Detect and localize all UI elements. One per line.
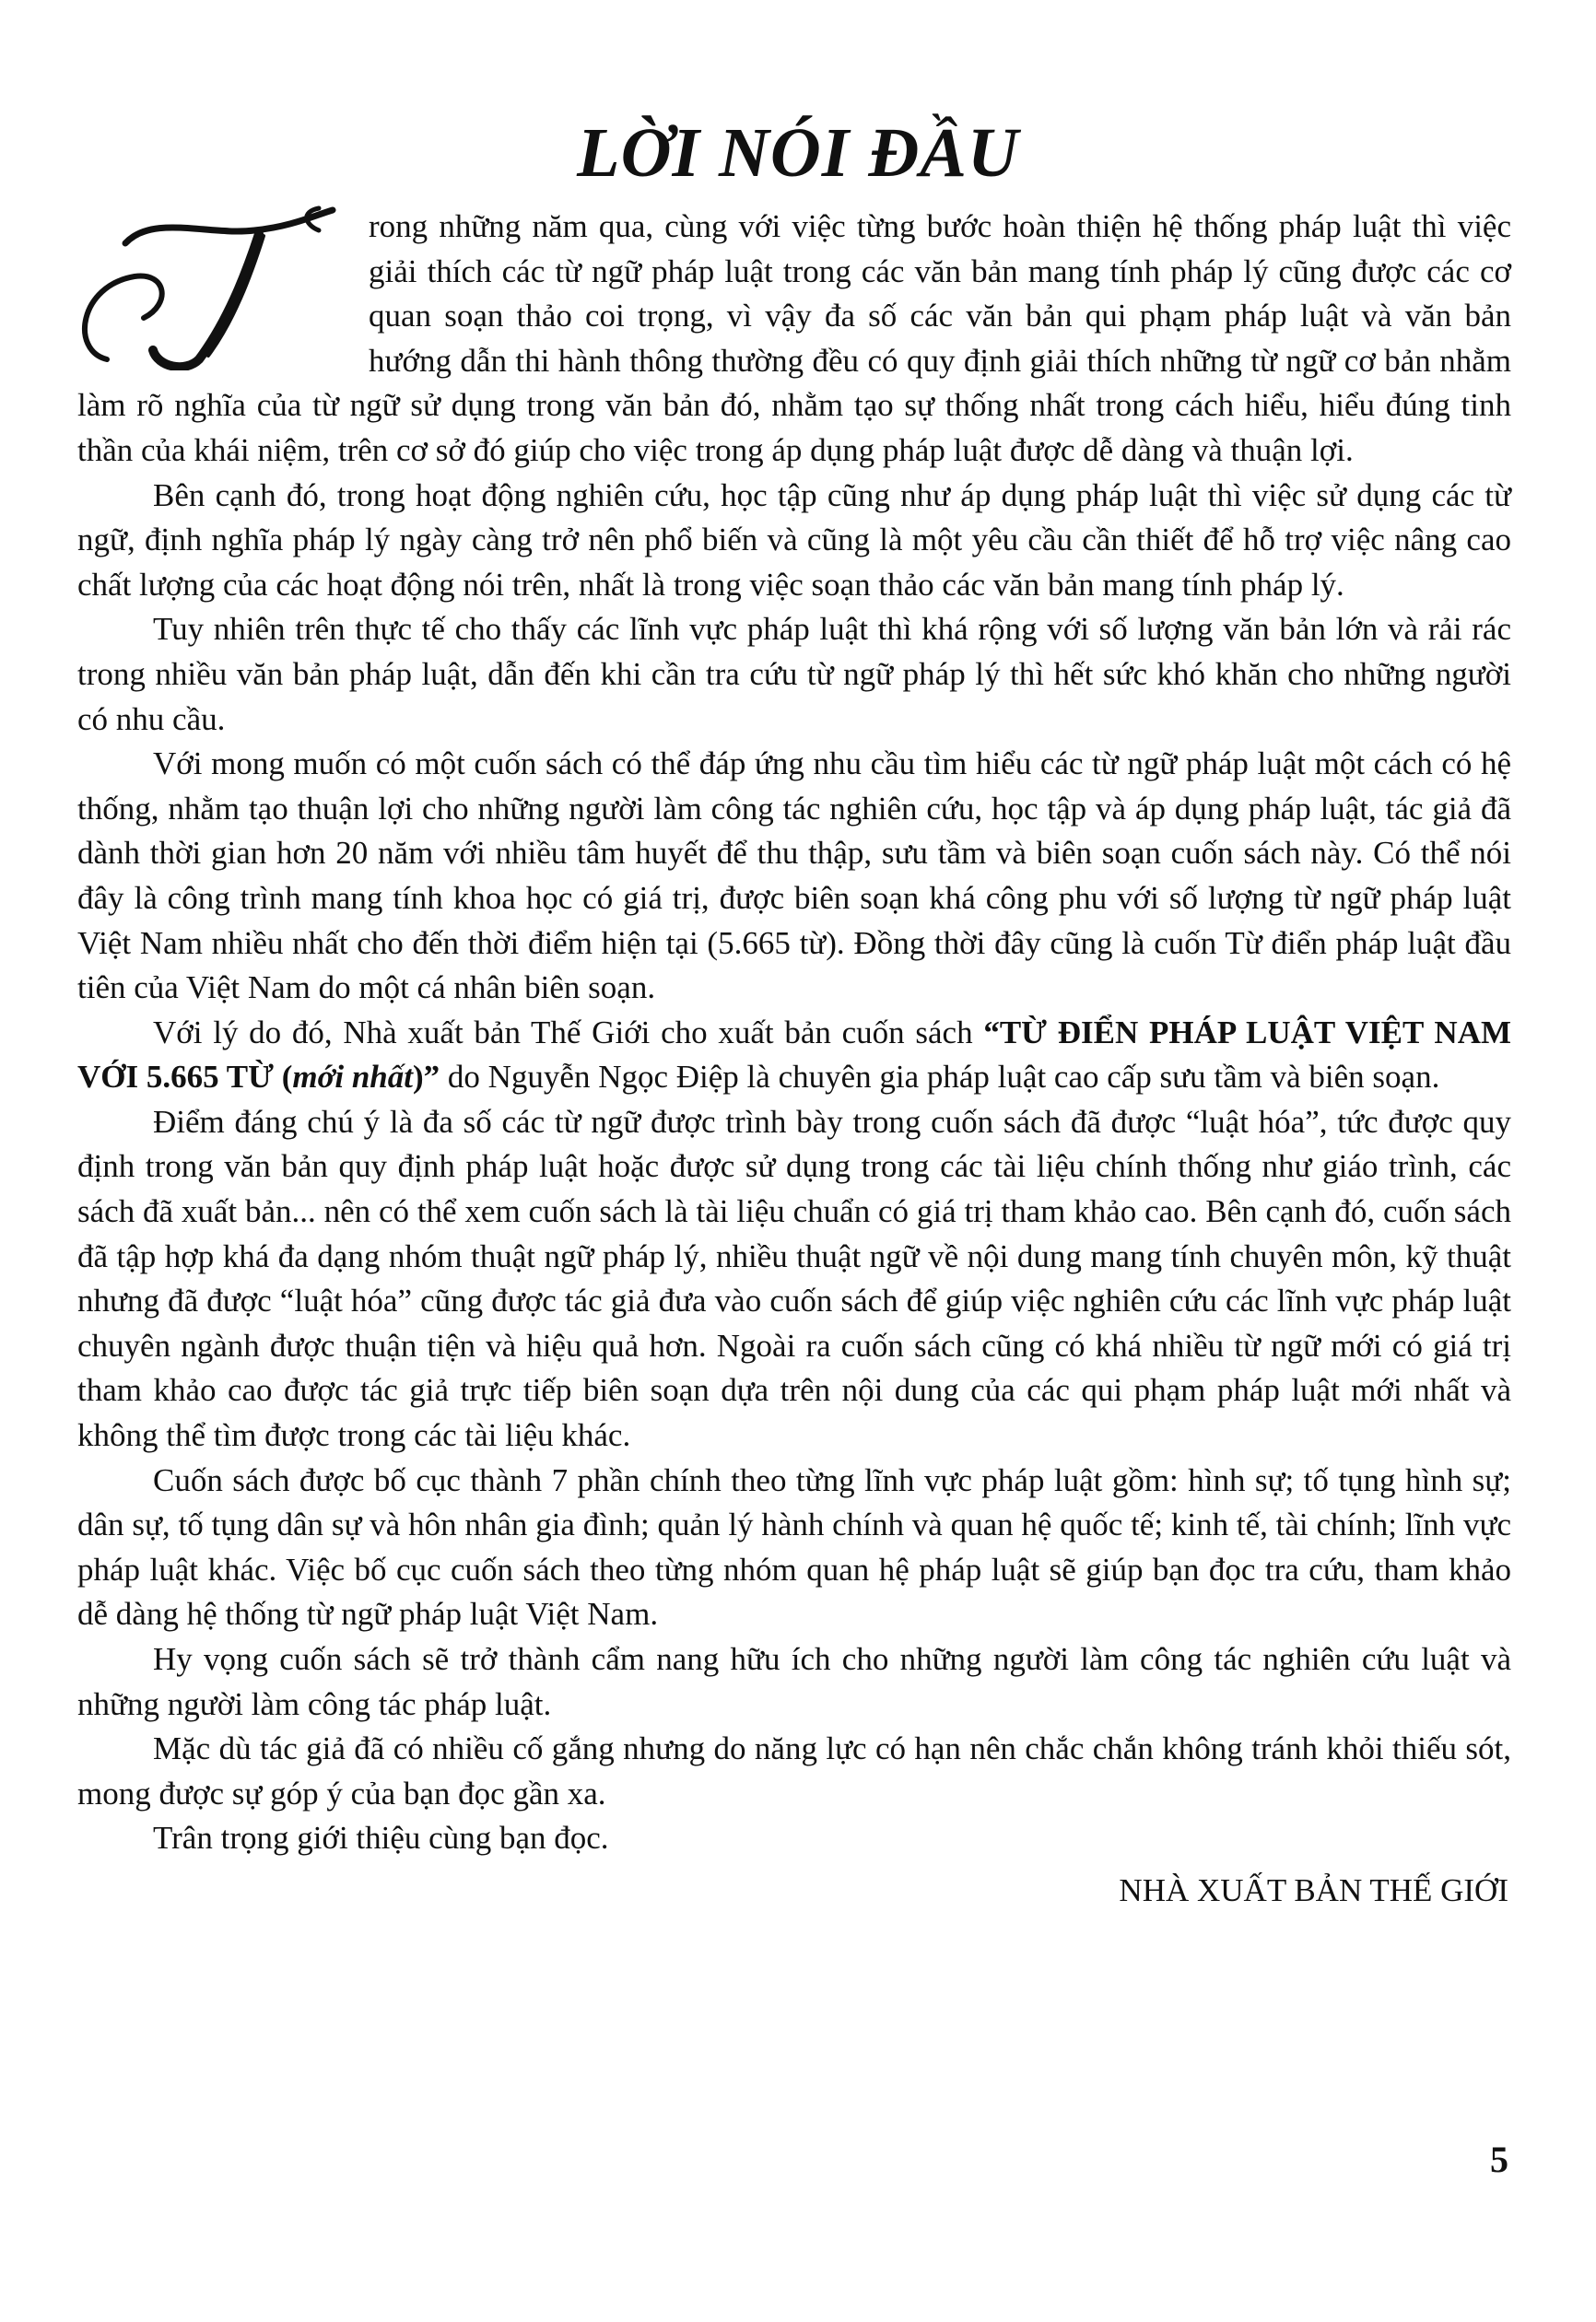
paragraph-5 (77, 1011, 1511, 1100)
dropcap-t-icon (70, 203, 356, 370)
book-title-edition: mới nhất (292, 1059, 413, 1096)
book-title-part1: “TỪ ĐIỂN PHÁP LUẬT VIỆT NAM VỚI 5.665 TỪ ( (77, 1014, 1512, 1096)
paragraph-8: Hy vọng cuốn sách sẽ trở thành cẩm nang hữu ích cho những người làm công tác nghiên cứu luật và những người làm công tác pháp luật. (77, 1641, 1511, 1722)
paragraph-1-text: rong những năm qua, cùng với việc từng bước hoàn thiện hệ thống pháp luật thì việc giải thích các từ ngữ pháp luật trong các văn bản mang tính pháp lý cũng được các cơ quan soạn thảo coi trọng, vì vậy đa số các văn bản qui phạm pháp luật và văn bản hướng dẫn thi hành thông thường đều có quy định giải thích những từ ngữ cơ bản nhằm làm rõ nghĩa của từ ngữ sử dụng trong văn bản đó, nhằm tạo sự thống nhất trong cách hiểu, hiểu đúng tinh thần của khái niệm, trên cơ sở đó giúp cho việc trong áp dụng pháp luật được dễ dàng và thuận lợi. (77, 208, 1511, 468)
paragraph-5-intro: Với lý do đó, Nhà xuất bản Thế Giới cho xuất bản cuốn sách (153, 1014, 984, 1050)
paragraph-1 (77, 205, 1511, 474)
paragraph-2: Bên cạnh đó, trong hoạt động nghiên cứu, học tập cũng như áp dụng pháp luật thì việc sử dụng các từ ngữ, định nghĩa pháp lý ngày càng trở nên phổ biến và cũng là một yêu cầu cần thiết để hỗ trợ việc nâng cao chất lượng của các hoạt động nói trên, nhất là trong việc soạn thảo các văn bản mang tính pháp lý. (77, 476, 1511, 603)
book-title-part2: )” (413, 1059, 440, 1096)
paragraph-5-rest: do Nguyễn Ngọc Điệp là chuyên gia pháp luật cao cấp sưu tầm và biên soạn. (440, 1059, 1440, 1096)
paragraph-9: Mặc dù tác giả đã có nhiều cố gắng nhưng do năng lực có hạn nên chắc chắn không tránh khỏi thiếu sót, mong được sự góp ý của bạn đọc gần xa. (77, 1730, 1511, 1812)
publisher-signature: NHÀ XUẤT BẢN THẾ GIỚI (1119, 1872, 1508, 1908)
paragraph-7: Cuốn sách được bố cục thành 7 phần chính theo từng lĩnh vực pháp luật gồm: hình sự; tố tụng hình sự; dân sự, tố tụng dân sự và hôn nhân gia đình; quản lý hành chính và quan hệ quốc tế; kinh tế, tài chính; lĩnh vực pháp luật khác. Việc bố cục cuốn sách theo từng nhóm quan hệ pháp luật sẽ giúp bạn đọc tra cứu, tham khảo dễ dàng hệ thống từ ngữ pháp luật Việt Nam. (77, 1461, 1511, 1633)
body-text (77, 205, 1511, 1861)
page-number: 5 (1490, 2139, 1508, 2180)
paragraph-6: Điểm đáng chú ý là đa số các từ ngữ được trình bày trong cuốn sách đã được “luật hóa”, tức được quy định trong văn bản quy định pháp luật hoặc được sử dụng trong các tài liệu chính thống như giáo trình, các sách đã xuất bản... nên có thể xem cuốn sách là tài liệu chuẩn có giá trị tham khảo cao. Bên cạnh đó, cuốn sách đã tập hợp khá đa dạng nhóm thuật ngữ pháp lý, nhiều thuật ngữ về nội dung mang tính chuyên môn, kỹ thuật nhưng đã được “luật hóa” cũng được tác giả đưa vào cuốn sách để giúp việc nghiên cứu các lĩnh vực pháp luật chuyên ngành được thuận tiện và hiệu quả hơn. Ngoài ra cuốn sách cũng có khá nhiều từ ngữ mới có giá trị tham khảo cao được tác giả trực tiếp biên soạn dựa trên nội dung của các qui phạm pháp luật mới nhất và không thể tìm được trong các tài liệu khác. (77, 1103, 1511, 1454)
paragraph-10: Trân trọng giới thiệu cùng bạn đọc. (153, 1820, 609, 1857)
paragraph-3: Tuy nhiên trên thực tế cho thấy các lĩnh vực pháp luật thì khá rộng với số lượng văn bản lớn và rải rác trong nhiều văn bản pháp luật, dẫn đến khi cần tra cứu từ ngữ pháp lý thì hết sức khó khăn cho những người có nhu cầu. (77, 611, 1511, 737)
page-title: LỜI NÓI ĐẦU (577, 114, 1019, 192)
paragraph-4: Với mong muốn có một cuốn sách có thể đáp ứng nhu cầu tìm hiểu các từ ngữ pháp luật một cách có hệ thống, nhằm tạo thuận lợi cho những người làm công tác nghiên cứu, học tập và áp dụng pháp luật, tác giả đã dành thời gian hơn 20 năm với nhiều tâm huyết để thu thập, sưu tầm và biên soạn cuốn sách này. Có thể nói đây là công trình mang tính khoa học có giá trị, được biên soạn khá công phu với số lượng từ ngữ pháp luật Việt Nam nhiều nhất cho đến thời điểm hiện tại (5.665 từ). Đồng thời đây cũng là cuốn Từ điển pháp luật đầu tiên của Việt Nam do một cá nhân biên soạn. (77, 745, 1511, 1006)
